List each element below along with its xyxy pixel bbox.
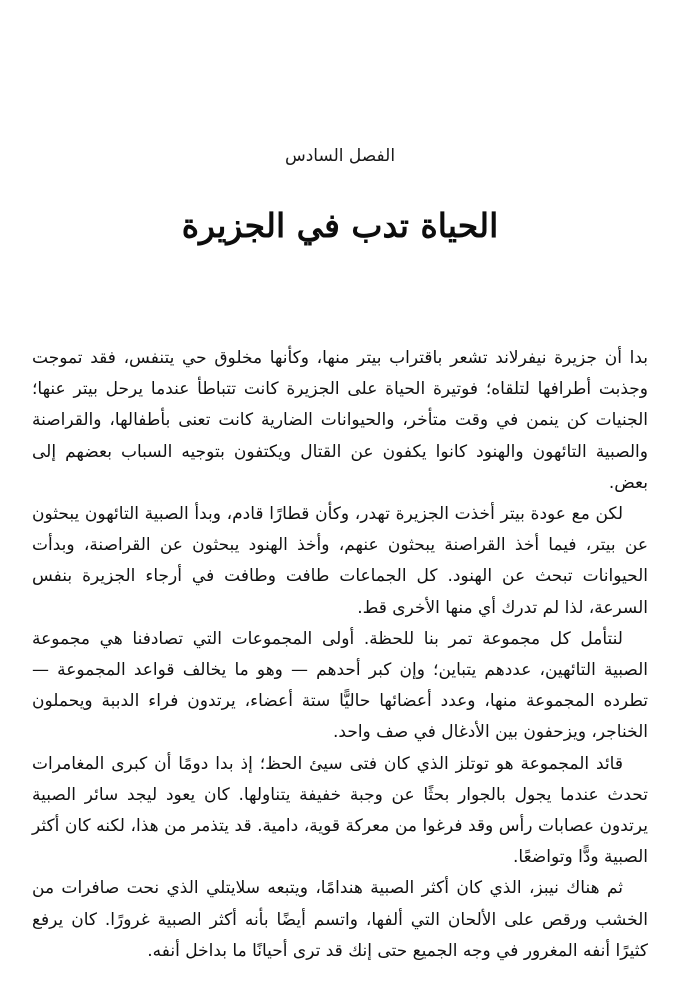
chapter-title: الحياة تدب في الجزيرة xyxy=(181,206,499,245)
paragraph-2: لكن مع عودة بيتر أخذت الجزيرة تهدر، وكأن قطارًا قادم، وبدأ الصبية التائهون يبحثون عن بيتر، فيما أخذ القراصنة يبحثون عنهم، وأخذ الهنود يبحثون عن القراصنة، وبدأت الحيوانات تبحث عن الهنود. كل الجماعات طافت وطافت في أرجاء الجزيرة بنفس السرعة، لذا لم تدرك أي منها الأخرى قط. xyxy=(32,504,648,618)
paragraph-4: قائد المجموعة هو توتلز الذي كان فتى سيئ الحظ؛ إذ بدا دومًا أن كبرى المغامرات تحدث عندما يجول بالجوار بحثًا عن وجبة خفيفة يتناولها. كان يعود ليجد سائر الصبية يرتدون عصابات رأس وقد فرغوا من معركة قوية، دامية. قد يتذمر من هذا، لكنه كان أكثر الصبية ودًّا وتواضعًا. xyxy=(32,753,648,868)
paragraph-1: بدا أن جزيرة نيفرلاند تشعر باقتراب بيتر منها، وكأنها مخلوق حي يتنفس، فقد تموجت وجذبت أطرافها لتلقاه؛ فوتيرة الحياة على الجزيرة كانت تتباطأ عندما يرحل بيتر عنها؛ الجنيات كن ينمن في وقت متأخر، والحيوانات الضارية كانت تعنى بأطفالها، والقراصنة والصبية التائهون والهنود كانوا يكفون عن القتال ويكتفون بتوجيه السباب بعضهم إلى بعض. xyxy=(32,348,648,493)
chapter-number-label: الفصل السادس xyxy=(284,146,396,166)
chapter-body xyxy=(32,343,648,967)
paragraph-3: لنتأمل كل مجموعة تمر بنا للحظة. أولى المجموعات التي تصادفنا هي مجموعة الصبية التائهين، عددهم يتباين؛ وإن كبر أحدهم — وهو ما يخالف قواعد المجموعة — تطرده المجموعة منها، وعدد أعضائها حاليًّا ستة أعضاء، يرتدون فراء الدببة ويحملون الخناجر، ويزحفون بين الأدغال في صف واحد. xyxy=(32,628,648,743)
paragraph-5: ثم هناك نيبز، الذي كان أكثر الصبية هندامًا، ويتبعه سلايتلي الذي نحت صافرات من الخشب ورقص على الألحان التي ألفها، واتسم أيضًا بأنه أكثر الصبية غرورًا. كان يرفع كثيرًا أنفه المغرور في وجه الجميع حتى إنك قد ترى أحيانًا ما بداخل أنفه. xyxy=(32,878,648,961)
